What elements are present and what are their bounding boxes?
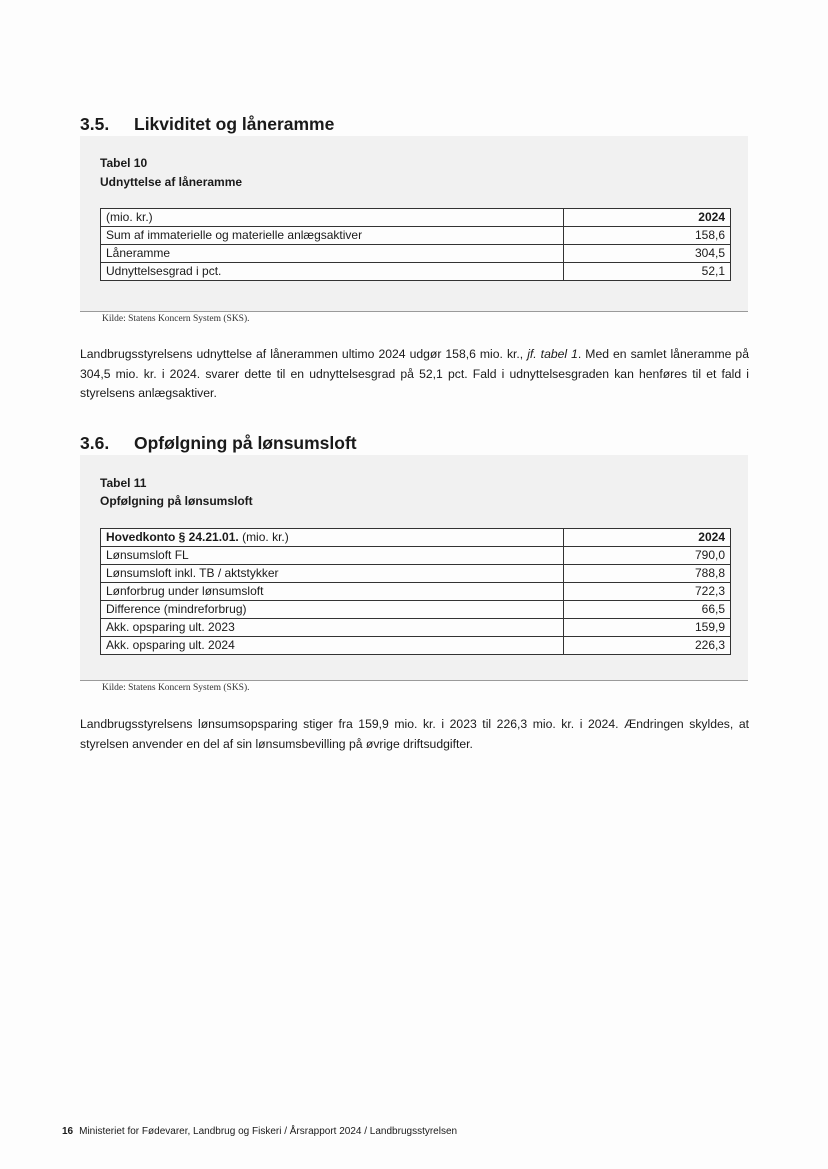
account-number: Hovedkonto § 24.21.01. xyxy=(106,530,239,544)
table-10-source: Kilde: Statens Koncern System (SKS). xyxy=(102,314,250,324)
table-header-year: 2024 xyxy=(564,529,731,547)
section-title: Likviditet og låneramme xyxy=(134,114,335,134)
row-label: Lønforbrug under lønsumsloft xyxy=(101,583,564,601)
table-11 xyxy=(100,528,731,655)
table-row xyxy=(101,529,731,547)
row-value: 159,9 xyxy=(564,619,731,637)
row-value: 226,3 xyxy=(564,637,731,655)
row-label: Lønsumsloft inkl. TB / aktstykker xyxy=(101,565,564,583)
row-value: 722,3 xyxy=(564,583,731,601)
paragraph-text: Landbrugsstyrelsens udnyttelse af lånerammen ultimo 2024 udgør 158,6 mio. kr., xyxy=(80,347,528,361)
row-label: Akk. opsparing ult. 2024 xyxy=(101,637,564,655)
page-number: 16 xyxy=(62,1126,74,1137)
table-10-label: Tabel 10 xyxy=(100,156,148,170)
table-row xyxy=(101,245,731,263)
table-11-source: Kilde: Statens Koncern System (SKS). xyxy=(102,683,250,693)
row-value: 304,5 xyxy=(564,245,731,263)
table-header-label: (mio. kr.) xyxy=(101,209,564,227)
table-row xyxy=(101,619,731,637)
table-row xyxy=(101,565,731,583)
table-reference: jf. tabel 1 xyxy=(527,347,578,361)
table-row xyxy=(101,583,731,601)
row-value: 158,6 xyxy=(564,227,731,245)
table-10-panel xyxy=(80,136,748,312)
table-11-panel xyxy=(80,455,748,681)
table-11-caption: Opfølgning på lønsumsloft xyxy=(100,494,253,508)
table-10 xyxy=(100,208,731,281)
section-number: 3.5. xyxy=(80,114,110,134)
unit-label: (mio. kr.) xyxy=(238,530,289,544)
section-heading-3-5 xyxy=(80,114,748,138)
paragraph-liquidity xyxy=(80,345,749,404)
section-heading-3-6 xyxy=(80,433,748,457)
table-row xyxy=(101,209,731,227)
section-number: 3.6. xyxy=(80,433,110,453)
row-label: Lønsumsloft FL xyxy=(101,547,564,565)
footer-text: Ministeriet for Fødevarer, Landbrug og Fiskeri / Årsrapport 2024 / Landbrugsstyrelsen xyxy=(79,1126,458,1137)
paragraph-text: . Med en samlet låneramme på 304,5 mio. kr. i 2024. svarer dette til en udnyttelsesgrad på 52,1 pct. Fald i udnyttelsesgraden kan henføres til et fald i styrelsens anlægsaktiver. xyxy=(80,347,749,400)
row-value: 66,5 xyxy=(564,601,731,619)
row-label: Akk. opsparing ult. 2023 xyxy=(101,619,564,637)
table-row xyxy=(101,227,731,245)
table-row xyxy=(101,601,731,619)
paragraph-payroll: Landbrugsstyrelsens lønsumsopsparing stiger fra 159,9 mio. kr. i 2023 til 226,3 mio. kr. i 2024. Ændringen skyldes, at styrelsen anvender en del af sin lønsumsbevilling på øvrige driftsudgifter. xyxy=(80,717,749,751)
table-10-caption: Udnyttelse af låneramme xyxy=(100,175,243,189)
row-label: Låneramme xyxy=(101,245,564,263)
page-footer xyxy=(62,1126,457,1137)
row-value: 788,8 xyxy=(564,565,731,583)
row-value: 790,0 xyxy=(564,547,731,565)
table-11-label: Tabel 11 xyxy=(100,476,147,490)
row-label: Udnyttelsesgrad i pct. xyxy=(101,263,564,281)
table-header-year: 2024 xyxy=(564,209,731,227)
section-title: Opfølgning på lønsumsloft xyxy=(134,433,357,453)
table-row xyxy=(101,547,731,565)
row-label: Difference (mindreforbrug) xyxy=(101,601,564,619)
row-label: Sum af immaterielle og materielle anlægsaktiver xyxy=(101,227,564,245)
row-value: 52,1 xyxy=(564,263,731,281)
table-row xyxy=(101,637,731,655)
table-row xyxy=(101,263,731,281)
table-header-label xyxy=(101,529,564,547)
